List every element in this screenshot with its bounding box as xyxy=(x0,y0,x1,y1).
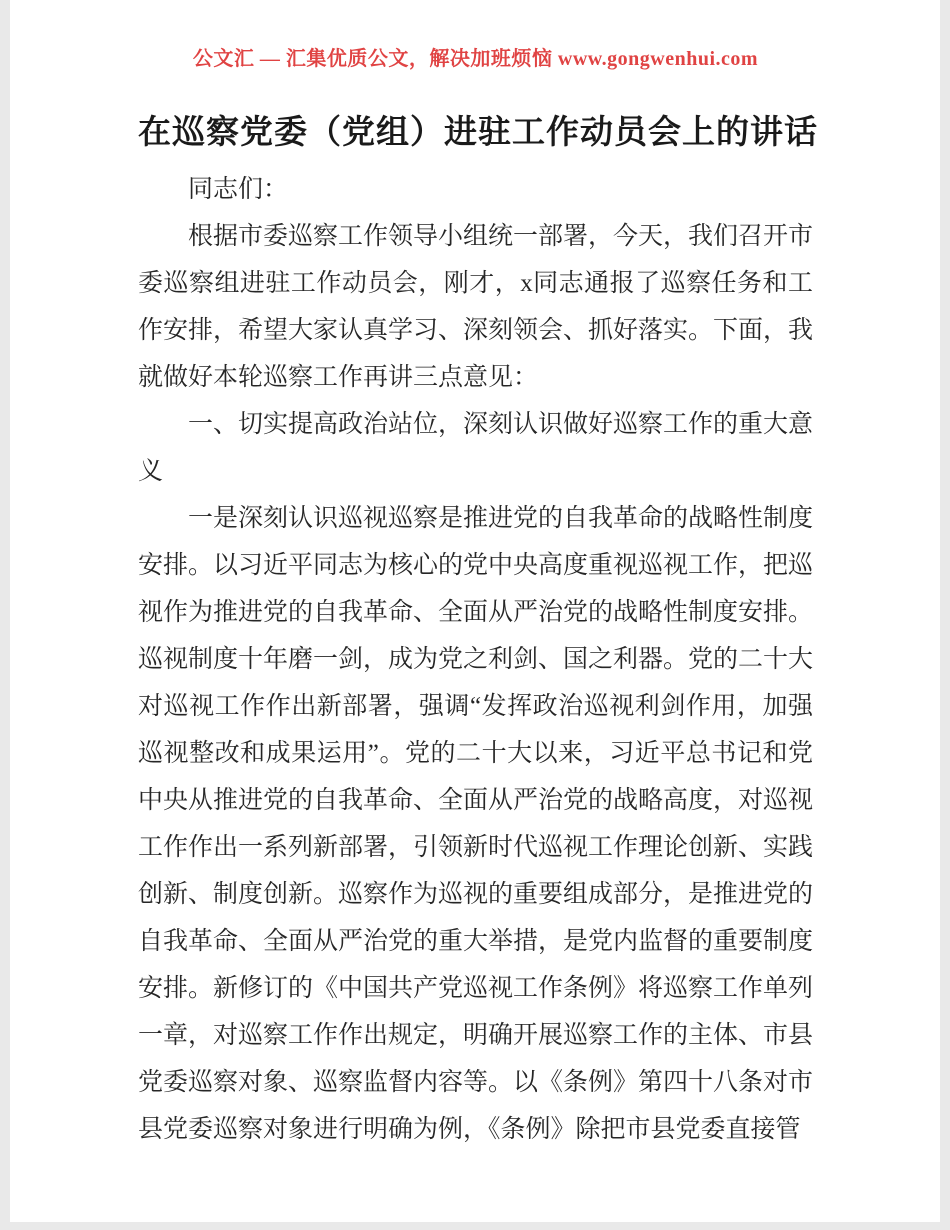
document-body xyxy=(138,166,813,1153)
paragraph-salutation: 同志们： xyxy=(188,176,289,203)
watermark-text: 公文汇 — 汇集优质公文，解决加班烦恼 www.gongwenhui.com xyxy=(192,48,759,70)
section-heading: 一、切实提高政治站位，深刻认识做好巡察工作的重大意义 xyxy=(138,411,814,485)
document-title: 在巡察党委（党组）进驻工作动员会上的讲话 xyxy=(138,115,818,151)
watermark-header xyxy=(138,46,813,72)
paragraph-section-body: 一是深刻认识巡视巡察是推进党的自我革命的战略性制度安排。以习近平同志为核心的党中央高度重视巡视工作，把巡视作为推进党的自我革命、全面从严治党的战略性制度安排。巡视制度十年磨一剑，成为党之利剑、国之利器。党的二十大对巡视工作作出新部署，强调“发挥政治巡视利剑作用，加强巡视整改和成果运用”。党的二十大以来，习近平总书记和党中央从推进党的自我革命、全面从严治党的战略高度，对巡视工作作出一系列新部署，引领新时代巡视工作理论创新、实践创新、制度创新。巡察作为巡视的重要组成部分，是推进党的自我革命、全面从严治党的重大举措，是党内监督的重要制度安排。新修订的《中国共产党巡视工作条例》将巡察工作单列一章，对巡察工作作出规定，明确开展巡察工作的主体、市县党委巡察对象、巡察监督内容等。以《条例》第四十八条对市县党委巡察对象进行明确为例，《条例》除把市县党委直接管 xyxy=(138,505,814,1143)
document-page xyxy=(10,0,940,1222)
paragraph-intro: 根据市委巡察工作领导小组统一部署，今天，我们召开市委巡察组进驻工作动员会，刚才，x同志通报了巡察任务和工作安排，希望大家认真学习、深刻领会、抓好落实。下面，我就做好本轮巡察工作再讲三点意见： xyxy=(138,223,814,391)
